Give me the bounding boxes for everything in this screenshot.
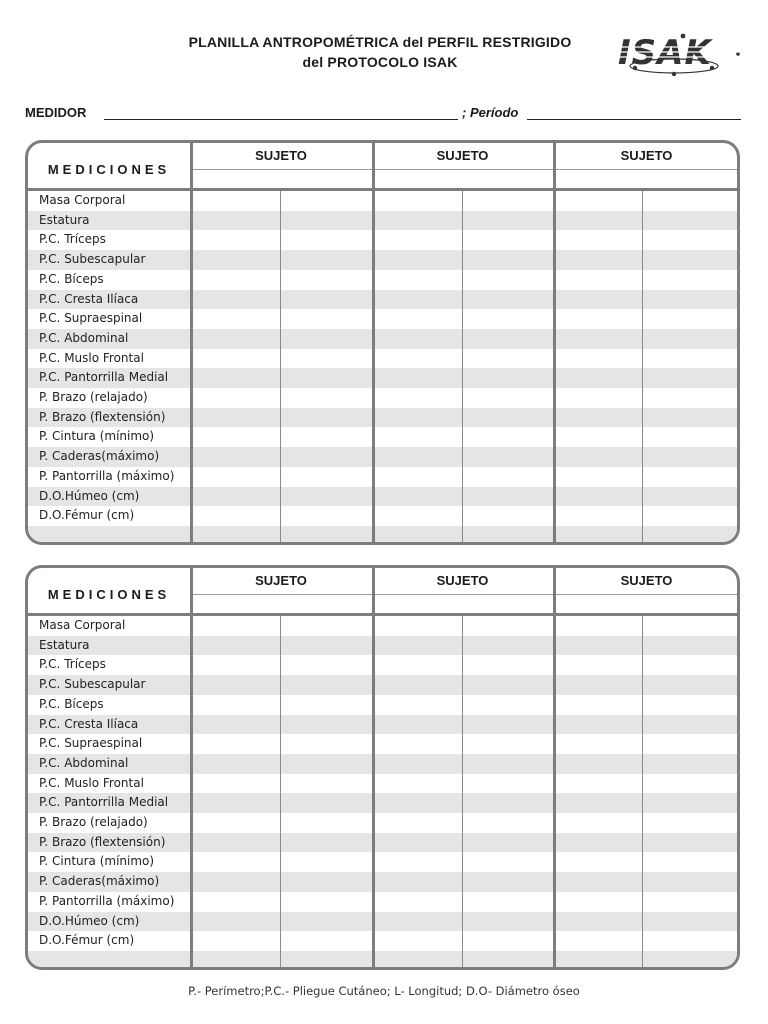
row-label: P.C. Cresta Ilíaca [39,716,139,731]
row-label: P. Pantorrilla (máximo) [39,468,175,483]
subcolumn-divider [462,613,463,967]
column-divider [372,143,375,542]
table-row[interactable] [28,506,737,526]
header-subline [190,169,737,170]
table-row [28,951,737,970]
subcolumn-divider [280,613,281,967]
column-divider [190,568,193,967]
table-row[interactable] [28,774,737,794]
svg-text:ISAK: ISAK [618,33,712,73]
column-divider [553,143,556,542]
table-row[interactable] [28,655,737,675]
table-row[interactable] [28,892,737,912]
table-row[interactable] [28,912,737,932]
sujeto-header-3: SUJETO [620,148,673,163]
column-divider [553,568,556,967]
table-row[interactable] [28,191,737,211]
table-row[interactable] [28,447,737,467]
row-label: P.C. Muslo Frontal [39,775,144,790]
medidor-label: MEDIDOR [25,105,87,120]
sujeto-header-1: SUJETO [255,573,307,588]
row-label: P. Brazo (relajado) [39,815,148,829]
header-subline [190,594,737,595]
subcolumn-divider [280,188,281,542]
periodo-label: ; Período [462,105,519,120]
row-label: P.C. Pantorrilla Medial [39,370,169,385]
row-label: Estatura [39,212,90,227]
table-row[interactable] [28,813,737,833]
table-row[interactable] [28,388,737,408]
row-label: P.C. Subescapular [39,677,146,692]
row-label: P. Brazo (flextensión) [39,409,166,424]
column-divider [190,143,193,542]
isak-logo [612,30,742,82]
row-label: P. Brazo (flextensión) [39,834,166,849]
table-row[interactable] [28,211,737,231]
measurement-table-2 [25,565,740,970]
medidor-field[interactable] [104,119,458,120]
mediciones-header: MEDICIONES [47,587,171,602]
header-bottom-border [28,188,737,191]
row-label: P. Cintura (mínimo) [39,854,155,869]
sujeto-header-3: SUJETO [620,573,673,588]
table-row[interactable] [28,467,737,487]
table-row[interactable] [28,270,737,290]
column-divider [372,568,375,967]
row-label: P.C. Supraespinal [39,736,143,751]
row-label: D.O.Fémur (cm) [39,933,135,948]
row-label: D.O.Fémur (cm) [39,508,135,523]
sujeto-header-2: SUJETO [436,148,489,163]
row-label: P.C. Pantorrilla Medial [39,795,169,810]
table-row [28,526,737,545]
table-row[interactable] [28,793,737,813]
table-row[interactable] [28,250,737,270]
table-row[interactable] [28,329,737,349]
table-row[interactable] [28,872,737,892]
row-label: P.C. Muslo Frontal [39,350,144,365]
page-title-line-2: del PROTOCOLO ISAK [302,54,458,70]
subcolumn-divider [642,188,643,542]
table-row[interactable] [28,408,737,428]
table-row[interactable] [28,695,737,715]
row-label: D.O.Húmeo (cm) [39,913,140,928]
row-label: Estatura [39,637,90,652]
table-row[interactable] [28,487,737,507]
row-label: P.C. Bíceps [39,271,104,286]
row-label: P.C. Bíceps [39,696,104,711]
table-row[interactable] [28,754,737,774]
table-row[interactable] [28,734,737,754]
row-label: P.C. Abdominal [39,330,129,345]
row-label: P.C. Abdominal [39,755,129,770]
subcolumn-divider [462,188,463,542]
row-label: P.C. Supraespinal [39,311,143,326]
mediciones-header: MEDICIONES [47,162,171,177]
footer-legend: P.- Perímetro;P.C.- Pliegue Cutáneo; L- Longitud; D.O- Diámetro óseo [188,984,580,998]
table-row[interactable] [28,616,737,636]
table-row[interactable] [28,675,737,695]
table-row[interactable] [28,290,737,310]
row-label: P. Brazo (relajado) [39,390,148,404]
row-label: P.C. Cresta Ilíaca [39,291,139,306]
row-label: D.O.Húmeo (cm) [39,488,140,503]
row-label: P.C. Tríceps [39,657,106,672]
table-row[interactable] [28,715,737,735]
table-row[interactable] [28,833,737,853]
table-row[interactable] [28,230,737,250]
table-row[interactable] [28,852,737,872]
table-row[interactable] [28,636,737,656]
table-row[interactable] [28,309,737,329]
table-row[interactable] [28,931,737,951]
table-row[interactable] [28,349,737,369]
page-title-line-1: PLANILLA ANTROPOMÉTRICA del PERFIL RESTRIGIDO [188,34,572,50]
header-bottom-border [28,613,737,616]
row-label: P. Cintura (mínimo) [39,429,155,444]
row-label: Masa Corporal [39,618,126,632]
row-label: P. Caderas(máximo) [39,874,160,889]
measurement-table-1 [25,140,740,545]
row-label: P.C. Tríceps [39,232,106,247]
table-row[interactable] [28,427,737,447]
sujeto-header-1: SUJETO [255,148,307,163]
table-row[interactable] [28,368,737,388]
row-label: P. Caderas(máximo) [39,449,160,464]
row-label: P. Pantorrilla (máximo) [39,893,175,908]
row-label: P.C. Subescapular [39,252,146,267]
row-label: Masa Corporal [39,193,126,207]
sujeto-header-2: SUJETO [436,573,489,588]
subcolumn-divider [642,613,643,967]
periodo-field[interactable] [527,119,741,120]
